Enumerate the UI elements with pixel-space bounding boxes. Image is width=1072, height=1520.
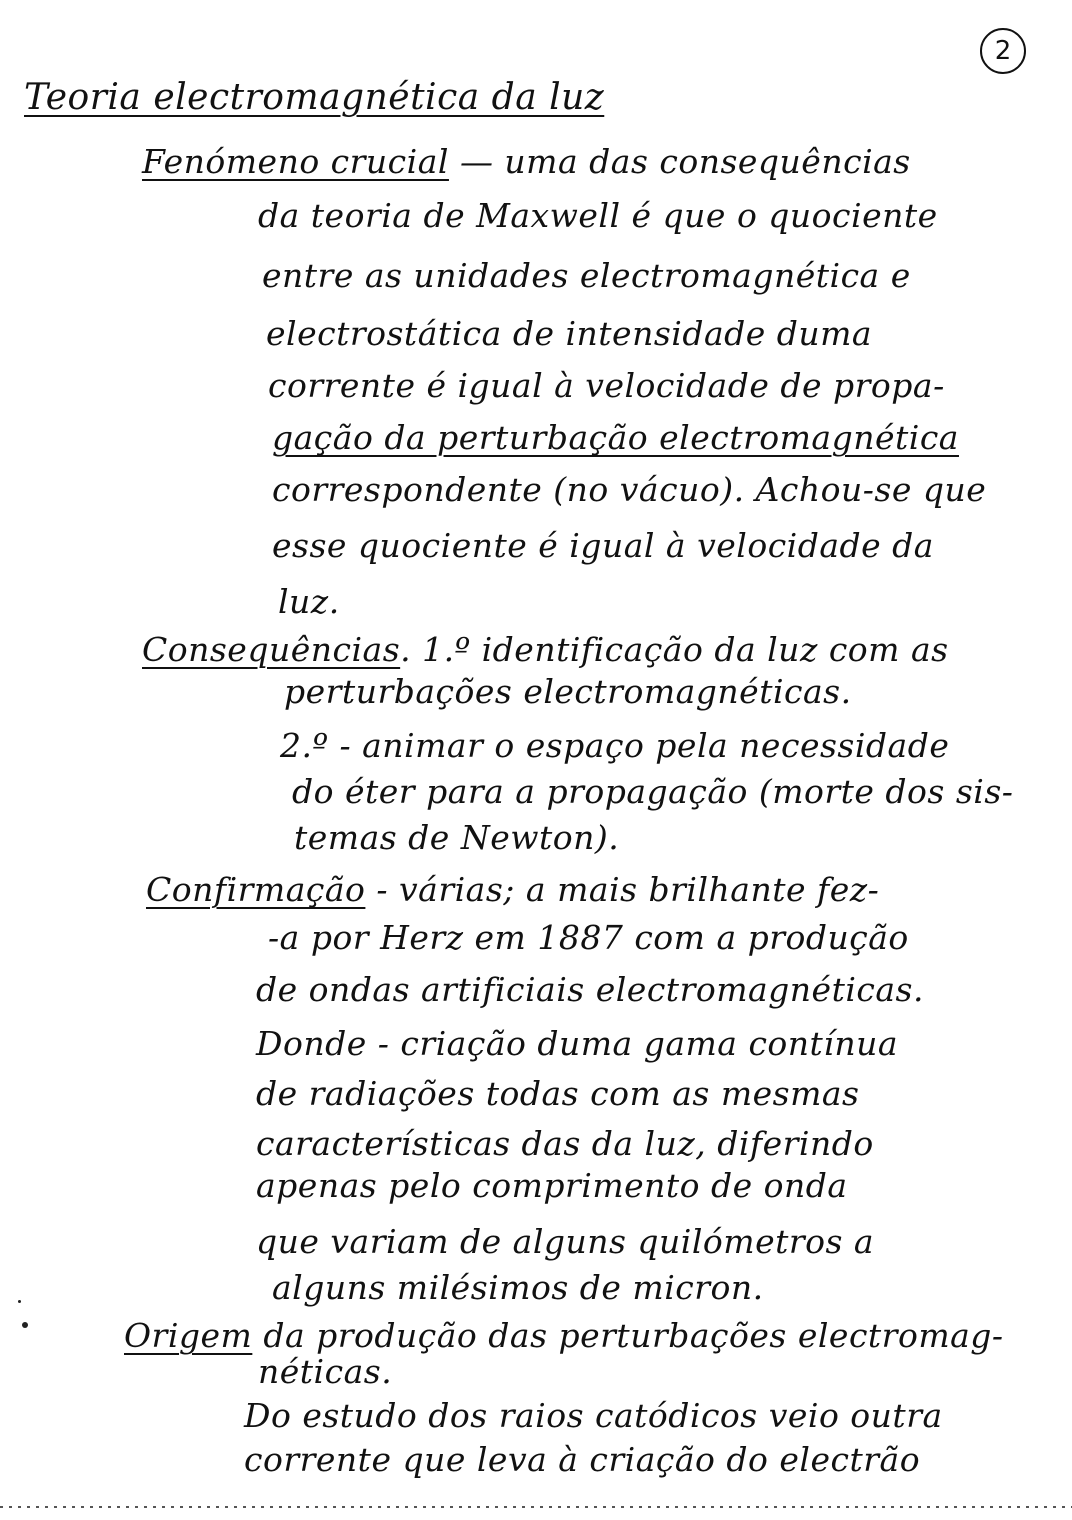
origem-line-0 — [124, 1316, 1004, 1356]
ink-speck — [18, 1300, 21, 1303]
consequencias-text-4: temas de Newton). — [294, 818, 620, 857]
consequencias-text-2: 2.º - animar o espaço pela necessidade — [280, 726, 950, 765]
origem-text-1: néticas. — [258, 1352, 393, 1391]
page-number-circle — [980, 28, 1026, 74]
crucial-text-1: da teoria de Maxwell é que o quociente — [258, 196, 938, 235]
crucial-text-0: — uma das consequências — [448, 142, 911, 181]
confirmacao-text-6: apenas pelo comprimento de onda — [256, 1166, 848, 1205]
confirmacao-text-7: que variam de alguns quilómetros a — [256, 1222, 875, 1261]
origem-text-3: corrente que leva à criação do electrão — [244, 1440, 921, 1479]
confirmacao-heading: Confirmação — [146, 870, 366, 909]
confirmacao-line-0 — [146, 870, 879, 910]
crucial-text-3: electrostática de intensidade duma — [266, 314, 873, 353]
crucial-text-2: entre as unidades electromagnética e — [262, 256, 911, 295]
consequencias-text-0: . 1.º identificação da luz com as — [400, 630, 949, 669]
confirmacao-text-0: - várias; a mais brilhante fez- — [365, 870, 880, 909]
confirmacao-text-2: de ondas artificiais electromagnéticas. — [256, 970, 924, 1009]
confirmacao-text-8: alguns milésimos de micron. — [272, 1268, 764, 1307]
confirmacao-text-3: Donde - criação duma gama contínua — [256, 1024, 899, 1063]
confirmacao-text-4: de radiações todas com as mesmas — [256, 1074, 860, 1113]
crucial-heading: Fenómeno crucial — [142, 142, 449, 181]
ink-speck — [22, 1322, 28, 1328]
crucial-text-6: correspondente (no vácuo). Achou-se que — [272, 470, 987, 509]
consequencias-line-0 — [142, 630, 949, 670]
consequencias-text-3: do éter para a propagação (morte dos sis- — [292, 772, 1014, 811]
origem-heading: Origem — [124, 1316, 253, 1355]
origem-text-0: da produção das perturbações electromag- — [252, 1316, 1004, 1355]
crucial-text-8: luz. — [278, 582, 340, 621]
scan-bottom-edge — [0, 1506, 1072, 1508]
crucial-text-4: corrente é igual à velocidade de propa- — [268, 366, 945, 405]
page-number: 2 — [994, 36, 1012, 66]
page-title: Teoria electromagnética da luz — [24, 77, 605, 118]
crucial-text-7: esse quociente é igual à velocidade da — [272, 526, 934, 565]
crucial-line-0 — [142, 142, 911, 182]
confirmacao-text-1: -a por Herz em 1887 com a produção — [268, 918, 909, 957]
consequencias-text-1: perturbações electromagnéticas. — [284, 672, 852, 711]
origem-text-2: Do estudo dos raios catódicos veio outra — [244, 1396, 943, 1435]
crucial-text-5: gação da perturbação electromagnética — [272, 418, 959, 457]
confirmacao-text-5: características das da luz, diferindo — [256, 1124, 874, 1163]
consequencias-heading: Consequências — [142, 630, 401, 669]
